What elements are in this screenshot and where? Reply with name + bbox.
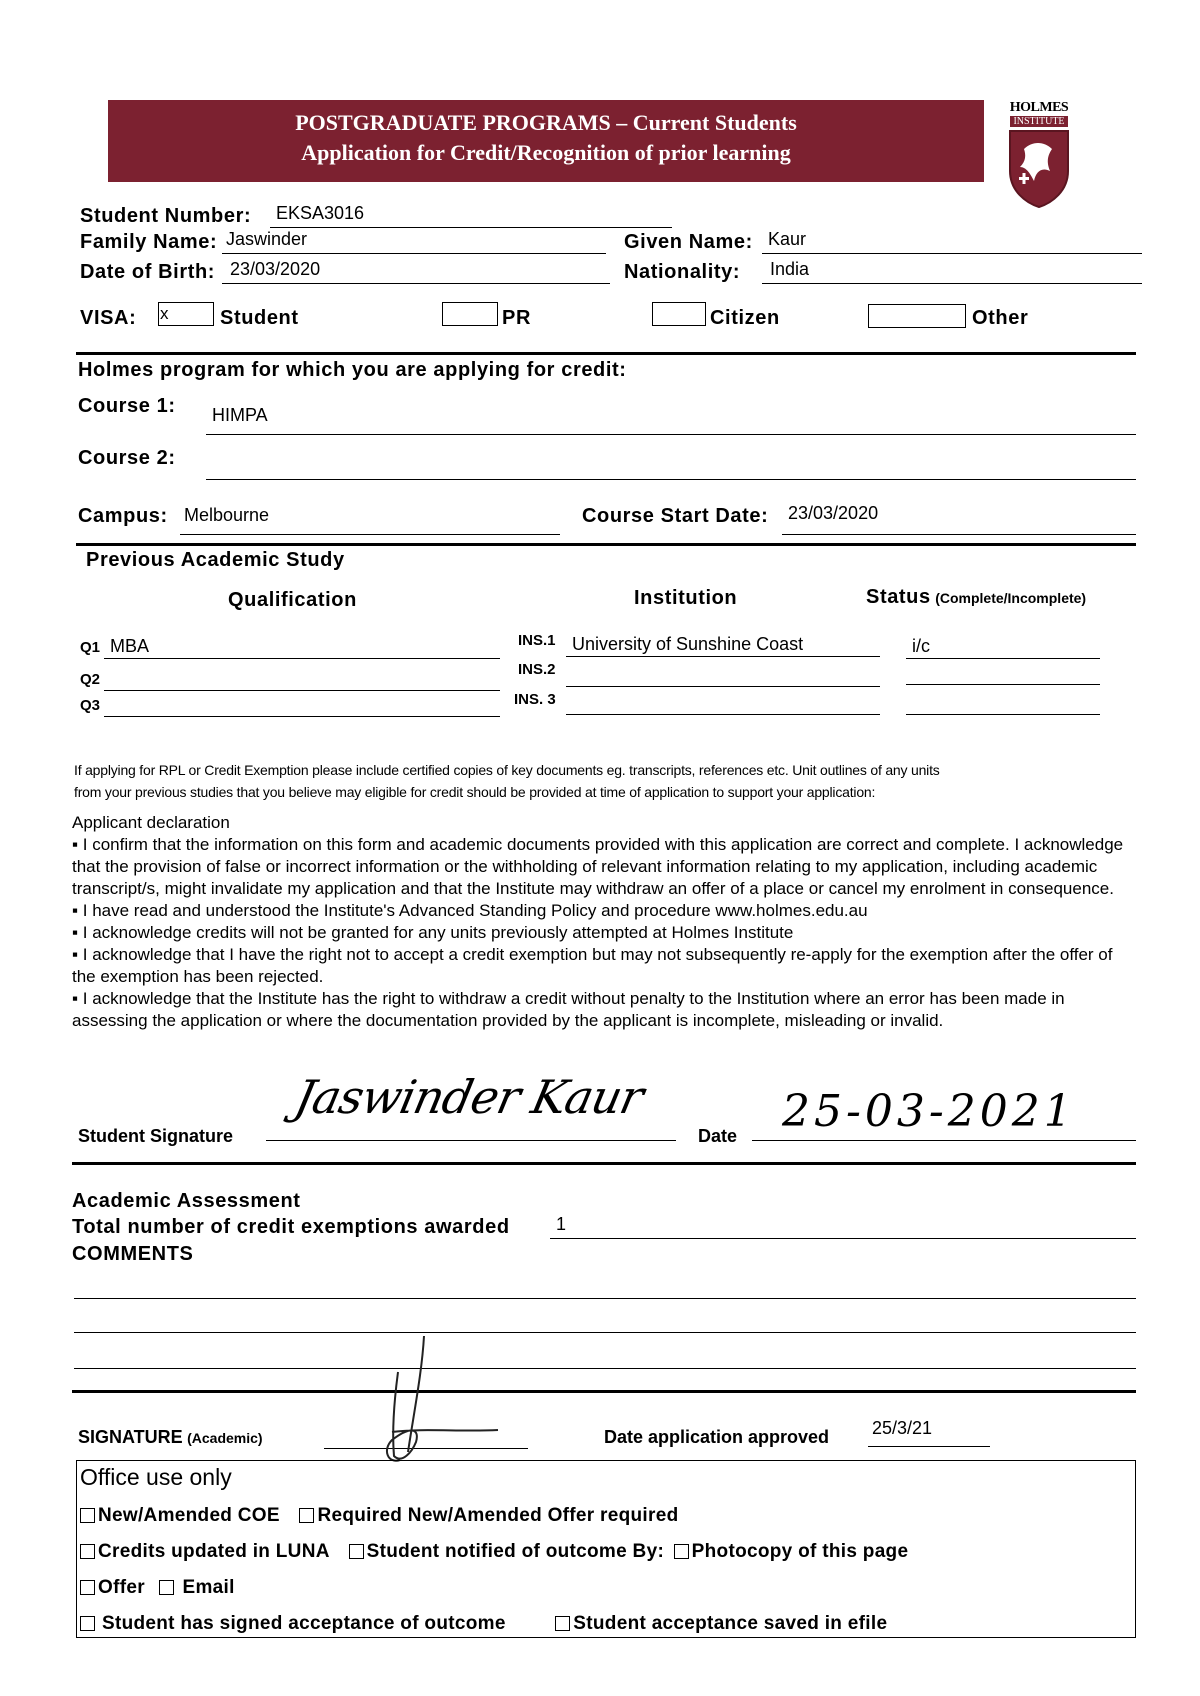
logo-text-bottom: INSTITUTE [1010,116,1068,127]
ins3-line [566,696,880,715]
divider-4 [72,1390,1136,1393]
course2-line [206,455,1136,480]
credit-total-line [550,1218,1136,1239]
office-offer: Offer [98,1577,145,1598]
given-name-label: Given Name: [624,231,753,253]
visa-student-mark: x [160,304,169,323]
campus-value[interactable]: Melbourne [184,505,270,525]
dob-value[interactable]: 23/03/2020 [230,259,321,279]
start-date-label: Course Start Date: [582,505,769,527]
campus-label: Campus: [78,505,168,527]
ins2-label: INS.2 [518,661,556,678]
nationality-label: Nationality: [624,261,741,283]
comments-label: COMMENTS [72,1243,194,1265]
office-required-offer: Required New/Amended Offer required [317,1505,679,1526]
comments-line-3 [74,1348,1136,1369]
date-label: Date [698,1126,738,1146]
academic-signature-scribble[interactable] [352,1332,502,1472]
visa-student-label: Student [220,307,299,329]
col-institution: Institution [634,587,738,609]
q3-status-line [906,696,1100,715]
col-status-label: Status [866,586,931,608]
visa-student-checkbox[interactable] [158,302,214,326]
family-name-line [222,233,606,254]
checkbox-icon[interactable] [80,1580,95,1595]
ins1-institution[interactable]: University of Sunshine Coast [572,634,804,654]
assessment-heading: Academic Assessment [72,1190,301,1212]
checkbox-icon[interactable] [299,1508,314,1523]
header-title-line1: POSTGRADUATE PROGRAMS – Current Students [295,110,797,135]
course2-label: Course 2: [78,447,176,469]
checkbox-icon[interactable] [159,1580,174,1595]
office-acceptance-efile: Student acceptance saved in efile [573,1613,888,1634]
student-number-line [270,207,672,228]
ins1-line [566,638,880,657]
visa-pr-checkbox[interactable] [442,302,498,326]
declaration-item: ▪ I have read and understood the Institute's Advanced Standing Policy and procedure www.holmes.edu.au [72,901,868,920]
checkbox-icon[interactable] [80,1544,95,1559]
checkbox-icon[interactable] [80,1616,95,1631]
q1-status-line [906,640,1100,659]
office-student-notified: Student notified of outcome By: [366,1541,665,1562]
office-credits-luna: Credits updated in LUNA [98,1541,330,1562]
course1-label: Course 1: [78,395,176,417]
ins1-label: INS.1 [518,632,556,649]
program-heading: Holmes program for which you are applying for credit: [78,359,627,381]
divider-2 [76,543,1136,546]
checkbox-icon[interactable] [674,1544,689,1559]
previous-study-heading: Previous Academic Study [86,549,345,571]
nationality-value[interactable]: India [770,259,810,279]
visa-citizen-label: Citizen [710,307,780,329]
student-number-label: Student Number: [80,205,252,227]
header-title-line2: Application for Credit/Recognition of prior learning [301,140,791,165]
visa-other-label: Other [972,307,1029,329]
holmes-logo [1004,100,1074,210]
declaration-item: ▪ I acknowledge credits will not be granted for any units previously attempted at Holmes Institute [72,923,794,942]
checkbox-icon[interactable] [555,1616,570,1631]
q2-line [104,672,500,691]
logo-text-top: HOLMES [1009,100,1069,115]
approved-label: Date application approved [604,1427,830,1447]
office-new-coe: New/Amended COE [98,1505,280,1526]
ins3-label: INS. 3 [514,691,556,708]
office-row-2 [80,1541,908,1563]
academic-signature-label [78,1427,263,1448]
divider-1 [76,352,1136,355]
office-email: Email [182,1577,235,1598]
dob-label: Date of Birth: [80,261,216,283]
comments-line-2 [74,1312,1136,1333]
visa-citizen-checkbox[interactable] [652,302,706,326]
course1-value[interactable]: HIMPA [212,405,268,425]
credit-total-label: Total number of credit exemptions awarded [72,1216,510,1238]
visa-label: VISA: [80,307,137,329]
office-row-1 [80,1505,678,1527]
col-status-note: (Complete/Incomplete) [935,590,1087,606]
declaration-title: Applicant declaration [72,813,230,832]
given-name-value[interactable]: Kaur [768,229,807,249]
student-signature[interactable]: Jaswinder Kaur [290,1070,648,1124]
family-name-value[interactable]: Jaswinder [226,229,308,249]
student-number-value[interactable]: EKSA3016 [276,203,365,223]
q1-qualification[interactable]: MBA [110,636,150,656]
academic-signature-text: SIGNATURE [78,1427,183,1447]
office-row-4 [80,1613,887,1635]
checkbox-icon[interactable] [349,1544,364,1559]
start-date-value[interactable]: 23/03/2020 [788,503,879,523]
office-signed-acceptance: Student has signed acceptance of outcome [102,1613,506,1634]
q3-line [104,698,500,717]
course1-line [206,410,1136,435]
rpl-note-line1: If applying for RPL or Credit Exemption please include certified copies of key documents eg. transcripts, references etc. Unit outlines of any units [74,762,940,778]
credit-total-value[interactable]: 1 [556,1214,567,1234]
q1-label: Q1 [80,639,101,656]
dob-line [222,263,610,284]
rpl-note-line2: from your previous studies that you believe may eligible for credit should be provided at time of application to support your application: [74,784,876,800]
approved-value[interactable]: 25/3/21 [872,1418,933,1438]
approved-line [868,1428,990,1447]
declaration-item: ▪ I acknowledge that the Institute has the right to withdraw a credit without penalty to the Institution where an error has been made in assessing the application or where the documentation provided by the applicant is incomplete, misleading or invalid. [72,989,1065,1030]
campus-line [180,510,560,535]
visa-other-checkbox[interactable] [868,304,966,328]
q2-label: Q2 [80,671,101,688]
student-signature-label: Student Signature [78,1126,234,1146]
academic-signature-note: (Academic) [187,1430,263,1446]
declaration-body [72,834,1138,1032]
q3-label: Q3 [80,697,101,714]
q1-status[interactable]: i/c [912,636,930,656]
declaration-item: ▪ I confirm that the information on this form and academic documents provided with this application are correct and complete. I acknowledge that the provision of false or incorrect information or the withholding of relevant information relating to my application, including academic transcript/s, might invalidate my application and that the Institute may withdraw an offer of a place or cancel my enrolment in consequence. [72,835,1124,898]
signature-date-value[interactable]: 25-03-2021 [782,1086,1076,1137]
col-status [866,586,1086,609]
checkbox-icon[interactable] [80,1508,95,1523]
q2-status-line [906,666,1100,685]
office-row-3 [80,1577,235,1599]
divider-3 [72,1162,1136,1165]
nationality-line [762,263,1142,284]
declaration-item: ▪ I acknowledge that I have the right not to accept a credit exemption but may not subsequently re-apply for the exemption after the offer of the exemption has been rejected. [72,945,1113,986]
family-name-label: Family Name: [80,231,218,253]
office-photocopy: Photocopy of this page [691,1541,909,1562]
given-name-line [762,233,1142,254]
start-date-line [782,510,1136,535]
ins2-line [566,668,880,687]
visa-pr-label: PR [502,307,531,329]
office-use-title: Office use only [80,1464,232,1490]
col-qualification: Qualification [228,589,357,611]
q1-line [104,640,500,659]
shield-icon [1004,127,1074,209]
comments-line-1 [74,1278,1136,1299]
